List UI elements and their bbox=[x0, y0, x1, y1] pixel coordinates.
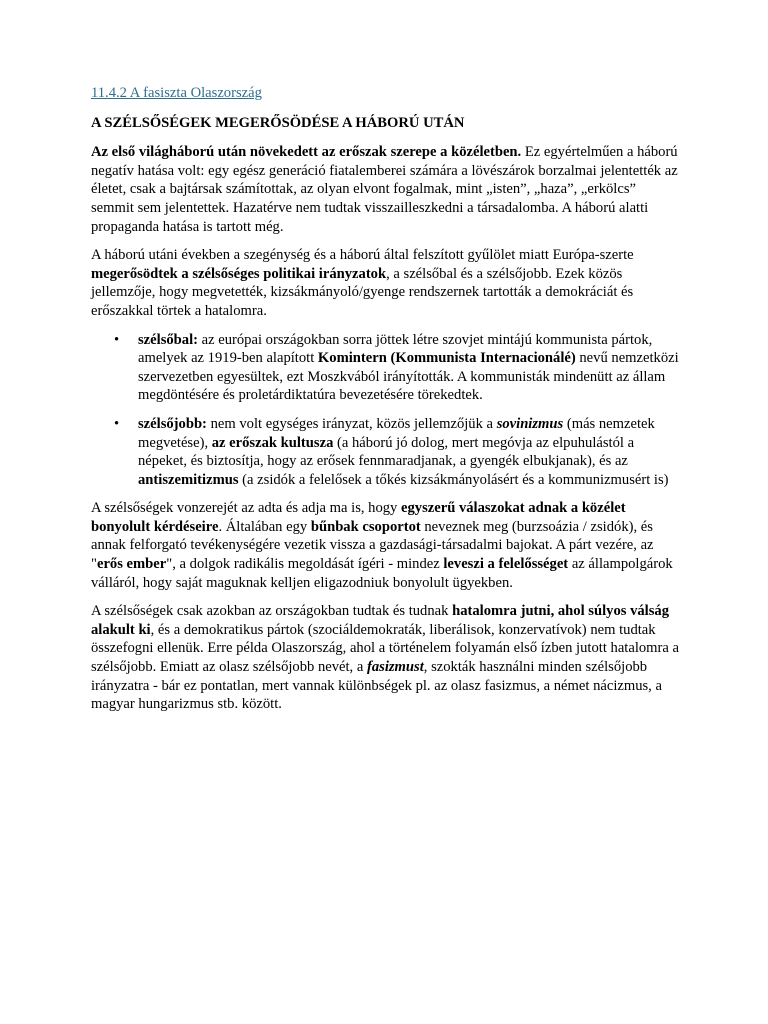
bullet-icon: • bbox=[114, 331, 120, 348]
bullet-list bbox=[91, 331, 681, 490]
section-heading bbox=[91, 84, 681, 103]
list-item-term: szélsőbal: bbox=[138, 331, 198, 348]
paragraph-3 bbox=[91, 499, 681, 592]
list-item-text: (a zsidók a felelősek a tőkés kizsákmányolásért és a kommunizmusért is) bbox=[238, 471, 669, 488]
p4-text: , és a demokratikus pártok (szociáldemokraták, liberálisok, konzervatívok) nem tudtak összefogni ellenük. Erre példa Olaszország, ahol a történelem folyamán első ízben jutott hatalomra a szélsőjobb. Emiatt az olasz szélsőjobb nevét, a bbox=[91, 621, 679, 676]
p1-text: Ez egyértelműen a háború negatív hatása volt: egy egész generáció fiatalemberei számára a lövészárok borzalmai jelentették az életet, csak a bajtársak számítottak, az olyan elvont fogalmak, mint „isten”, „haza”, „erkölcs” semmit sem jelentettek. Hazatérve nem tudtak visszailleszkedni a társadalomba. A háború alatti propaganda hatása is tartott még. bbox=[91, 144, 678, 235]
p4-bold: hatalomra jutni, ahol súlyos válság alakult ki bbox=[91, 603, 669, 638]
p2-text: A háború utáni években a szegénység és a háború által felszított gyűlölet miatt Európa-szerte bbox=[91, 247, 634, 264]
list-item-text: az európai országokban sorra jöttek létre szovjet mintájú kommunista pártok, amelyek az 1919-ben alapított bbox=[138, 331, 653, 367]
p3-bold: egyszerű válaszokat adnak a közélet bonyolult kérdéseire bbox=[91, 500, 626, 535]
p2-bold: megerősödtek a szélsőséges politikai irányzatok bbox=[91, 265, 387, 282]
p3-bold: bűnbak csoportot bbox=[310, 518, 421, 535]
paragraph-2 bbox=[91, 246, 681, 320]
list-item-szelsobal bbox=[114, 331, 681, 405]
list-item-text: nevű nemzetközi szervezetben egyesültek, ezt Moszkvából irányították. A kommunisták mindenütt az állam megdöntésére és proletárdiktatúra bevezetésére törekedtek. bbox=[138, 350, 679, 404]
p3-bold: erős ember bbox=[96, 556, 167, 573]
list-item-bold: antiszemitizmus bbox=[138, 471, 239, 488]
list-item-term: szélsőjobb: bbox=[138, 415, 207, 432]
p2-text: , a szélsőbal és a szélsőjobb. Ezek közös jellemzője, hogy megvetették, kizsákmányoló/gyenge rendszernek tartották a demokráciát és erőszakkal törtek a hatalomra. bbox=[91, 265, 634, 319]
paragraph-1 bbox=[91, 143, 681, 236]
bullet-icon: • bbox=[114, 415, 120, 432]
document-page bbox=[91, 84, 681, 724]
p3-text: ", a dolgok radikális megoldását ígéri - mindez bbox=[166, 556, 444, 573]
list-item-bold: az erőszak kultusza bbox=[211, 434, 334, 451]
list-item-text: (a háború jó dolog, mert megóvja az elpuhulástól a népeket, és biztosítja, hogy az erősek fennmaradjanak, a gyengék elbukjanak), és az bbox=[138, 434, 635, 470]
list-item-text: (más nemzetek megvetése), bbox=[138, 415, 655, 451]
list-item-bold: Komintern (Kommunista Internacionálé) bbox=[317, 350, 576, 367]
p3-text: . Általában egy bbox=[218, 518, 311, 535]
p3-text: neveznek meg (burzsoázia / zsidók), és annak felforgató tevékenységére vezetik vissza a gazdasági-társadalmi bajokat. A párt vezére, az " bbox=[91, 518, 654, 573]
p3-bold: leveszi a felelősséget bbox=[443, 556, 569, 573]
list-item-bold-italic: sovinizmus bbox=[496, 415, 564, 432]
p4-text: , szokták használni minden szélsőjobb irányzatra - bár ez pontatlan, mert vannak különbségek pl. az olasz fasizmus, a német nácizmus, a magyar hungarizmus stb. között. bbox=[91, 659, 662, 713]
p1-bold: Az első világháború után növekedett az erőszak szerepe a közéletben. bbox=[91, 144, 522, 161]
chapter-heading: A SZÉLSŐSÉGEK MEGERŐSÖDÉSE A HÁBORÚ UTÁN bbox=[91, 114, 465, 131]
list-item-text: nem volt egységes irányzat, közös jellemzőjük a bbox=[206, 415, 497, 432]
p3-text: az állampolgárok válláról, hogy saját maguknak kelljen eligazodniuk bonyolult ügyekben. bbox=[91, 556, 673, 591]
p3-text: A szélsőségek vonzerejét az adta és adja ma is, hogy bbox=[91, 500, 402, 517]
section-link[interactable]: 11.4.2 A fasiszta Olaszország bbox=[91, 85, 262, 101]
p4-bold-italic: fasizmust bbox=[366, 659, 424, 676]
list-item-szelsojobb bbox=[114, 415, 681, 489]
p4-text: A szélsőségek csak azokban az országokban tudtak és tudnak bbox=[91, 603, 453, 620]
paragraph-4 bbox=[91, 602, 681, 714]
